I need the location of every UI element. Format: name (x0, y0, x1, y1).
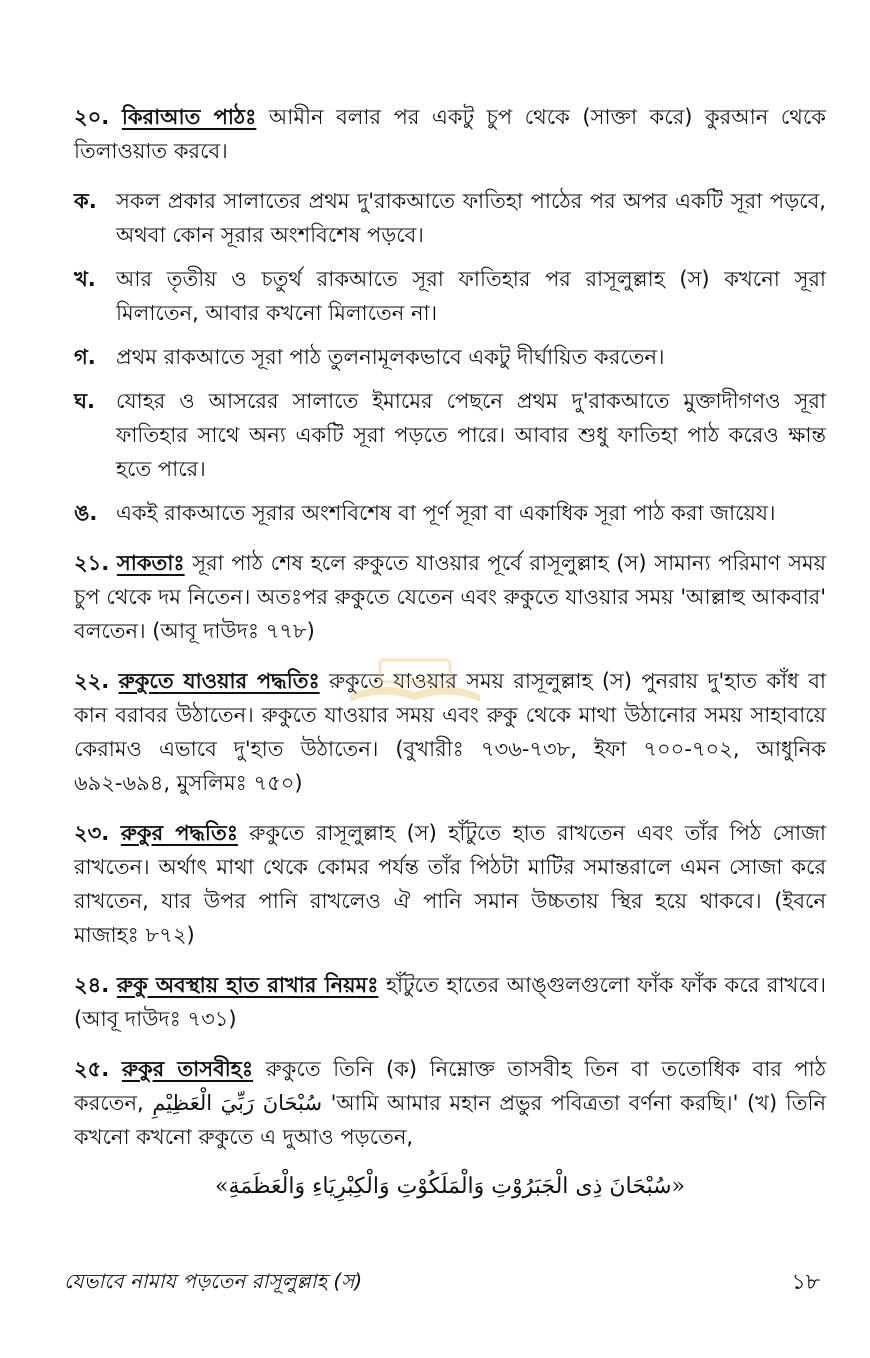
list-item-text: প্রথম রাকআতে সূরা পাঠ তুলনামূলকভাবে একটু দীর্ঘায়িত করতেন। (116, 345, 665, 369)
section-number: ২১. (74, 551, 110, 575)
section-20-list (74, 184, 826, 530)
section-text: রুকুতে যাওয়ার সময় রাসূলুল্লাহ (স) পুনরায় দু'হাত কাঁধ বা কান বরাবর উঠাতেন। রুকুতে যাওয়ার সময় এবং রুকু থেকে মাথা উঠানোর সময় সাহাবায়ে কেরামও এভাবে দু'হাত উঠাতেন। (বুখারীঃ ৭৩৬-৭৩৮, ইফা ৭০০-৭০২, আধুনিক ৬৯২-৬৯৪, মুসলিমঃ ৭৫০) (74, 669, 826, 795)
section-25 (74, 1052, 826, 1154)
arabic-dua: «سُبْحَانَ ذِى الْجَبَرُوْتِ وَالْمَلَكُوْتِ وَالْكِبْرِيَاءِ وَالْعَظَمَةِ» (215, 1174, 685, 1199)
section-20 (74, 100, 826, 168)
list-item (74, 184, 826, 252)
list-marker: গ. (74, 345, 96, 369)
book-title: যেভাবে নামায পড়তেন রাসূলুল্লাহ (স) (64, 1269, 363, 1293)
section-number: ২৪. (74, 973, 110, 997)
section-21 (74, 546, 826, 648)
list-item-text: একই রাকআতে সূরার অংশবিশেষ বা পূর্ণ সূরা বা একাধিক সূরা পাঠ করা জায়েয। (116, 501, 776, 525)
section-number: ২৩. (74, 821, 110, 845)
section-number: ২৫. (74, 1057, 110, 1081)
section-heading: রুকুর তাসবীহঃ (121, 1057, 254, 1081)
page-number: ১৮ (791, 1270, 820, 1295)
list-item-text: আর তৃতীয় ও চতুর্থ রাকআতে সূরা ফাতিহার পর রাসূলুল্লাহ (স) কখনো সূরা মিলাতেন, আবার কখনো মিলাতেন না। (116, 267, 826, 325)
list-item (74, 262, 826, 330)
list-marker: ঙ. (74, 501, 98, 525)
section-number: ২২. (74, 669, 110, 693)
list-item (74, 384, 826, 486)
section-text: রুকুতে রাসূলুল্লাহ (স) হাঁটুতে হাত রাখতেন এবং তাঁর পিঠ সোজা রাখতেন। অর্থাৎ মাথা থেকে কোমর পর্যন্ত তাঁর পিঠটা মাটির সমান্তরালে এমন সোজা করে রাখতেন, যার উপর পানি রাখলেও ঐ পানি সমান উচ্চতায় স্থির হয়ে থাকবে। (ইবনে মাজাহঃ ৮৭২) (74, 821, 826, 947)
arabic-tasbih: سُبْحَانَ رَبِّيَ الْعَظِيْمِ (152, 1091, 323, 1115)
section-24 (74, 968, 826, 1036)
page-footer (64, 1265, 820, 1302)
book-logo-icon (340, 640, 490, 720)
list-marker: খ. (74, 267, 96, 291)
list-marker: ঘ. (74, 389, 95, 413)
section-text: সূরা পাঠ শেষ হলে রুকুতে যাওয়ার পূর্বে রাসূলুল্লাহ (স) সামান্য পরিমাণ সময় চুপ থেকে দম নিতেন। অতঃপর রুকুতে যেতেন এবং রুকুতে যাওয়ার সময় 'আল্লাহু আকবার' বলতেন। (আবূ দাউদঃ ৭৭৮) (74, 551, 826, 643)
section-heading: রুকুতে যাওয়ার পদ্ধতিঃ (118, 669, 320, 693)
section-text: আমীন বলার পর একটু চুপ থেকে (সাক্তা করে) কুরআন থেকে তিলাওয়াত করবে। (74, 105, 826, 163)
section-23 (74, 816, 826, 952)
section-heading: রুকু অবস্থায় হাত রাখার নিয়মঃ (116, 973, 379, 997)
section-heading: সাকতাঃ (116, 551, 185, 575)
list-item-text: সকল প্রকার সালাতের প্রথম দু'রাকআতে ফাতিহা পাঠের পর অপর একটি সূরা পড়বে, অথবা কোন সূরার অংশবিশেষ পড়বে। (116, 189, 826, 247)
section-text-continued: 'আমি আমার মহান প্রভুর পবিত্রতা বর্ণনা করছি।' (খ) তিনি কখনো কখনো রুকুতে এ দুআও পড়তেন, (74, 1091, 826, 1149)
section-number: ২০. (74, 105, 110, 129)
list-item-text: যোহর ও আসরের সালাতে ইমামের পেছনে প্রথম দু'রাকআতে মুক্তাদীগণও সূরা ফাতিহার সাথে অন্য একটি সূরা পড়তে পারে। আবার শুধু ফাতিহা পাঠ করেও ক্ষান্ত হতে পারে। (116, 389, 826, 481)
list-marker: ক. (74, 189, 97, 213)
list-item (74, 496, 826, 530)
list-item (74, 340, 826, 374)
section-text: হাঁটুতে হাতের আঙ্গুলগুলো ফাঁক ফাঁক করে রাখবে। (আবূ দাউদঃ ৭৩১) (74, 973, 826, 1031)
section-heading: রুকুর পদ্ধতিঃ (120, 821, 238, 845)
section-heading: কিরাআত পাঠঃ (121, 105, 257, 129)
section-text: রুকুতে তিনি (ক) নিম্নোক্ত তাসবীহ তিন বা ততোধিক বার পাঠ করতেন, (74, 1057, 826, 1115)
